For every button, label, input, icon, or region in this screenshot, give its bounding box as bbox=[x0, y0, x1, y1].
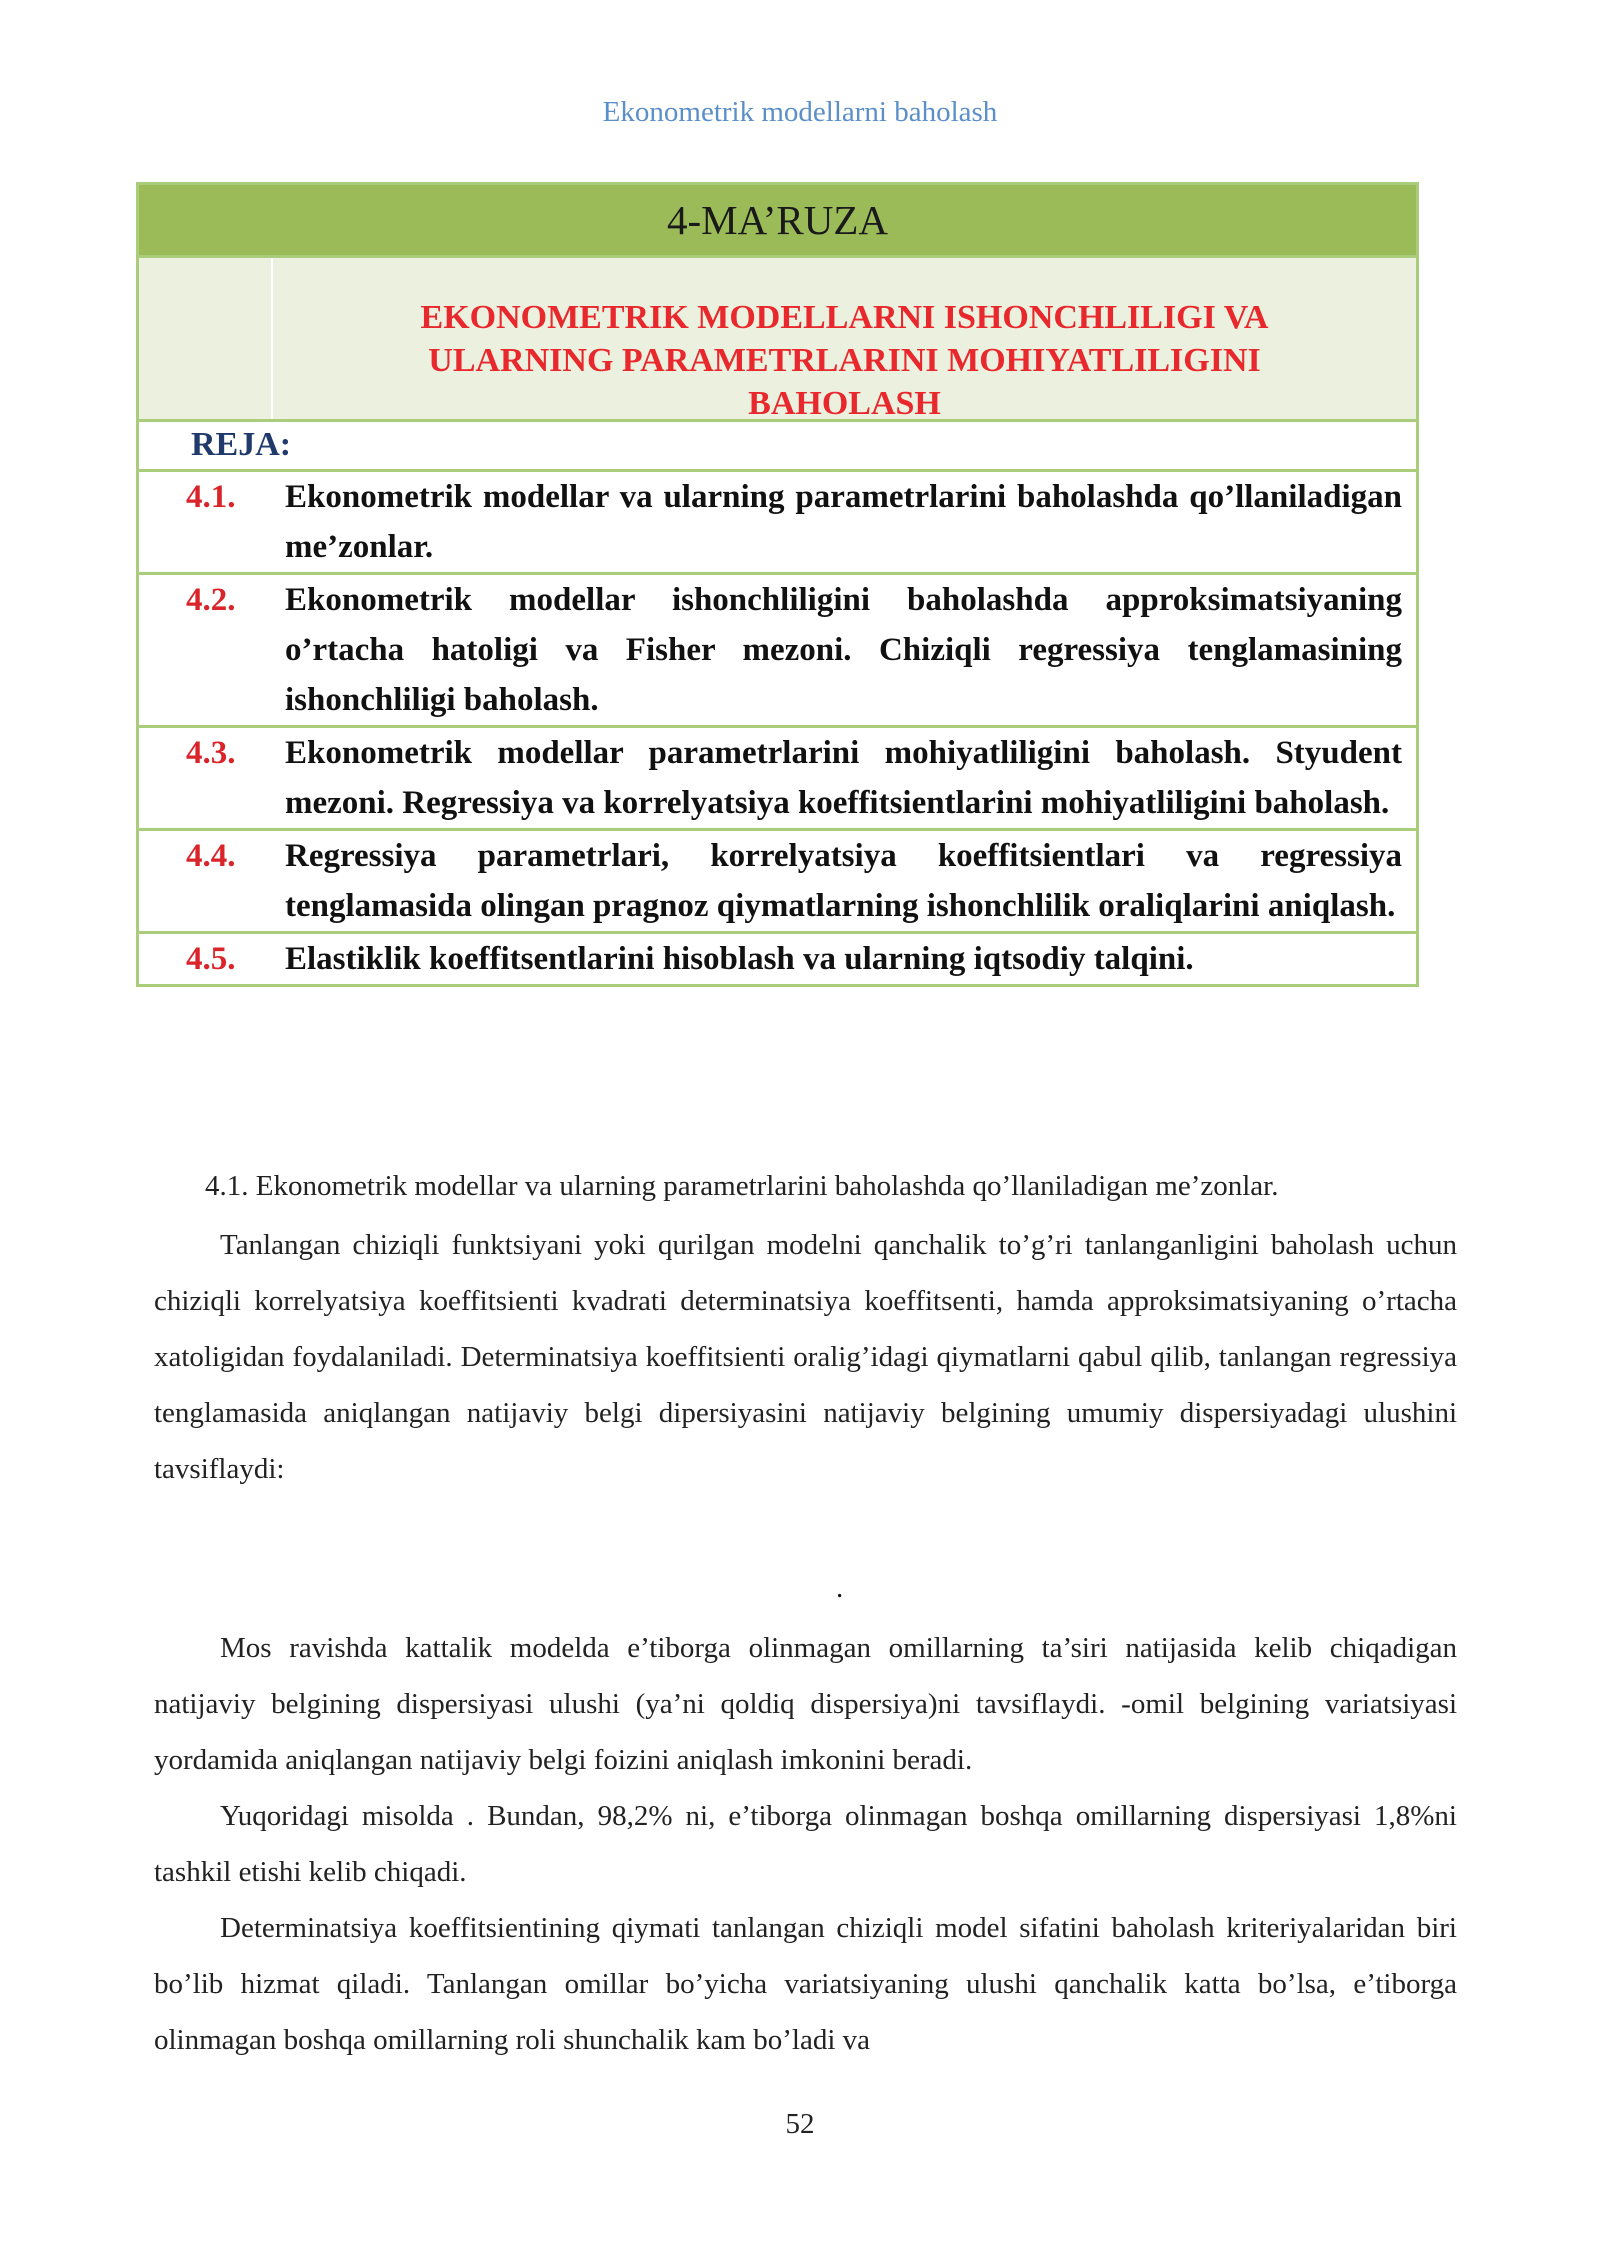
plan-label: REJA: bbox=[139, 422, 1416, 472]
lecture-plan-table bbox=[136, 182, 1419, 987]
paragraph-text: Yuqoridagi misolda . Bundan, 98,2% ni, e’tiborga olinmagan boshqa omillarning dispersiyasi 1,8%ni tashkil etishi kelib chiqadi. bbox=[154, 1800, 1457, 1888]
paragraph-text: Mos ravishda kattalik modelda e’tiborga olinmagan omillarning ta’siri natijasida kelib chiqadigan natijaviy belgining dispersiyasi ulushi (ya’ni qoldiq dispersiya)ni tavsiflaydi. -omil belgining variatsiyasi yordamida aniqlangan natijaviy belgi foizini aniqlash imkonini beradi. bbox=[154, 1632, 1457, 1776]
plan-item bbox=[139, 575, 1416, 728]
paragraph-text: Tanlangan chiziqli funktsiyani yoki qurilgan modelni qanchalik to’g’ri tanlanganligini baholash uchun chiziqli korrelyatsiya koeffitsienti kvadrati determinatsiya koeffitsenti, hamda approksimatsiyaning o’rtacha xatoligidan foydalaniladi. Determinatsiya koeffitsienti oralig’idagi qiymatlarni qabul qilib, tanlangan regressiya tenglamasida aniqlangan natijaviy belgi dipersiyasini natijaviy belgining umumiy dispersiyadagi ulushini tavsiflaydi: bbox=[154, 1229, 1457, 1485]
plan-item-number: 4.2. bbox=[186, 582, 236, 618]
plan-item-number: 4.1. bbox=[186, 479, 236, 515]
paragraph-text: Determinatsiya koeffitsientining qiymati tanlangan chiziqli model sifatini baholash kriteriyalaridan biri bo’lib hizmat qiladi. Tanlangan omillar bo’yicha variatsiyaning ulushi qanchalik katta bo’lsa, e’tiborga olinmagan boshqa omillarning roli shunchalik kam bo’ladi va bbox=[154, 1912, 1457, 2056]
body-paragraph-1 bbox=[154, 1217, 1457, 1497]
body-paragraph-3 bbox=[154, 1788, 1457, 1900]
plan-item bbox=[139, 472, 1416, 575]
title-spacer-cell bbox=[139, 258, 273, 419]
plan-item-text: Ekonometrik modellar va ularning parametrlarini baholashda qo’llaniladigan me’zonlar. bbox=[285, 479, 1402, 565]
plan-item bbox=[139, 728, 1416, 831]
plan-item-number: 4.4. bbox=[186, 838, 236, 874]
plan-item-text: Ekonometrik modellar parametrlarini mohiyatliligini baholash. Styudent mezoni. Regressiya va korrelyatsiya koeffitsientlarini mohiyatliligini baholash. bbox=[285, 735, 1402, 821]
lecture-title-line-1: EKONOMETRIK MODELLARNI ISHONCHLILIGI VA bbox=[420, 299, 1269, 336]
plan-item-text: Ekonometrik modellar ishonchliligini baholashda approksimatsiyaning o’rtacha hatoligi va Fisher mezoni. Chiziqli regressiya tenglamasining ishonchliligi baholash. bbox=[285, 582, 1402, 718]
body-paragraph-2 bbox=[154, 1620, 1457, 1788]
lecture-title bbox=[273, 258, 1416, 422]
plan-item-number: 4.3. bbox=[186, 735, 236, 771]
plan-item bbox=[139, 831, 1416, 934]
lecture-number: 4-MA’RUZA bbox=[139, 185, 1416, 258]
plan-item-number: 4.5. bbox=[186, 941, 236, 977]
section-heading: 4.1. Ekonometrik modellar va ularning parametrlarini baholashda qo’llaniladigan me’zonlar. bbox=[205, 1170, 1279, 1202]
lecture-title-row bbox=[139, 258, 1416, 422]
plan-item bbox=[139, 934, 1416, 984]
plan-item-text: Elastiklik koeffitsentlarini hisoblash va ularning iqtsodiy talqini. bbox=[285, 941, 1194, 977]
lecture-title-line-2: ULARNING PARAMETRLARINI MOHIYATLILIGINI bbox=[428, 342, 1261, 379]
lecture-title-line-3: BAHOLASH bbox=[748, 385, 941, 422]
formula-placeholder: . bbox=[836, 1572, 844, 1604]
running-header: Ekonometrik modellarni baholash bbox=[602, 96, 998, 128]
plan-item-text: Regressiya parametrlari, korrelyatsiya koeffitsientlari va regressiya tenglamasida olingan pragnoz qiymatlarning ishonchlilik oraliqlarini aniqlash. bbox=[285, 838, 1402, 924]
body-paragraph-4 bbox=[154, 1900, 1457, 2068]
page-number: 52 bbox=[785, 2108, 815, 2140]
